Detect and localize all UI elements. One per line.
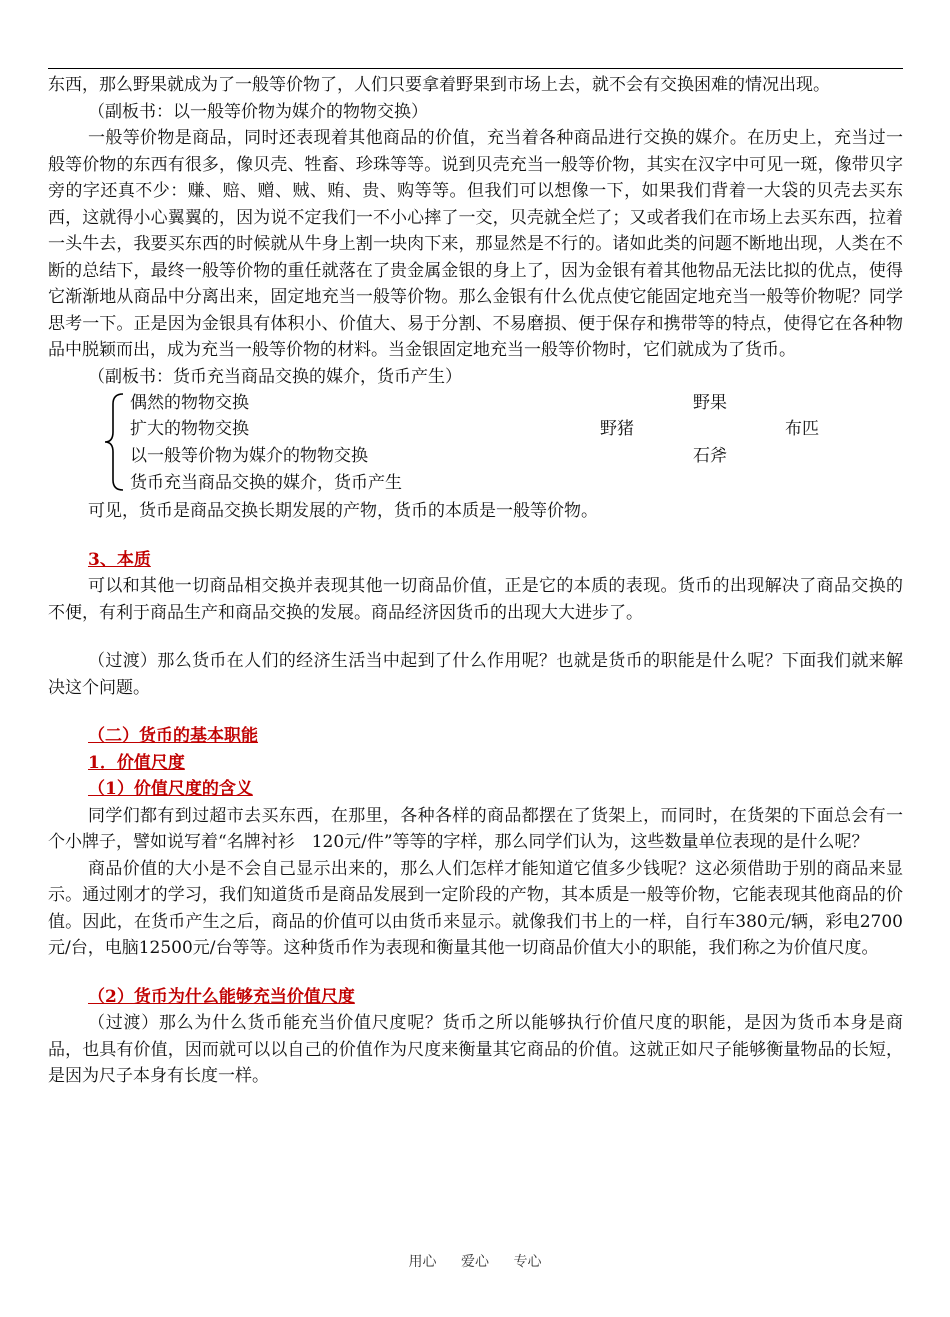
tag-wild-boar: 野猪: [600, 419, 634, 439]
stage-item: 偶然的物物交换: [130, 393, 249, 413]
board-note-1: （副板书：以一般等价物为媒介的物物交换）: [88, 101, 428, 122]
footer-word: 专心: [513, 1254, 542, 1270]
stage-item: 货币充当商品交换的媒介，货币产生: [130, 473, 402, 493]
paragraph-equivalent: 一般等价物是商品，同时还表现着其他商品的价值，充当着各种商品进行交换的媒介。在历史上，充当过一般等价物的东西有很多，像贝壳、牲畜、珍珠等等。说到贝壳充当一般等价物，其实在汉字中可见一斑，像带贝字旁的字还真不少：赚、赔、赠、贼、贿、贵、购等等。但我们可以想像一下，如果我们背着一大袋的贝壳去买东西，这就得小心翼翼的，因为说不定我们一不小心摔了一交，贝壳就全烂了；又或者我们在市场上去买东西，拉着一头牛去，我要买东西的时候就从牛身上割一块肉下来，那显然是不行的。诸如此类的问题不断地出现，人类在不断的总结下，最终一般等价物的重任就落在了贵金属金银的身上了，因为金银有着其他物品无法比拟的优点，使得它渐渐地从商品中分离出来，固定地充当一般等价物。那么金银有什么优点使它能固定地充当一般等价物呢？同学思考一下。正是因为金银具有体积小、价值大、易于分割、不易磨损、便于保存和携带等的特点，使得它在各种物品中脱颖而出，成为充当一般等价物的材料。当金银固定地充当一般等价物时，它们就成为了货币。: [48, 128, 903, 360]
conclusion-paragraph: 可见，货币是商品交换长期发展的产物，货币的本质是一般等价物。: [88, 501, 598, 521]
exchange-stages-diagram: [48, 390, 903, 498]
paragraph-essence: 可以和其他一切商品相交换并表现其他一切商品价值，正是它的本质的表现。货币的出现解决了商品交换的不便，有利于商品生产和商品交换的发展。商品经济因货币的出现大大进步了。: [48, 576, 903, 623]
stage-item: 扩大的物物交换: [130, 419, 249, 439]
paragraph-supermarket: 同学们都有到过超市去买东西，在那里，各种各样的商品都摆在了货架上，而同时，在货架的下面总会有一个小牌子，譬如说写着“名牌衬衫 120元/件”等等的字样，那么同学们认为，这些数量单位表现的是什么呢？: [48, 805, 903, 852]
heading-essence: 3、本质: [88, 549, 151, 570]
header-rule: [48, 68, 903, 69]
board-note-2: （副板书：货币充当商品交换的媒介，货币产生）: [88, 366, 462, 387]
footer-word: 爱心: [461, 1254, 489, 1270]
heading-value-measure: 1．价值尺度: [88, 752, 185, 773]
stage-item: 以一般等价物为媒介的物物交换: [130, 446, 368, 466]
paragraph-why-value-measure: （过渡）那么为什么货币能充当价值尺度呢？货币之所以能够执行价值尺度的职能，是因为货币本身是商品，也具有价值，因而就可以以自己的价值作为尺度来衡量其它商品的价值。这就正如尺子能够衡量物品的长短，是因为尺子本身有长度一样。: [48, 1013, 903, 1086]
tag-wild-fruit: 野果: [693, 393, 727, 413]
paragraph-value-display: 商品价值的大小是不会自己显示出来的，那么人们怎样才能知道它值多少钱呢？这必须借助于别的商品来显示。通过刚才的学习，我们知道货币是商品发展到一定阶段的产物，其本质是一般等价物，它能表现其他商品的价值。因此，在货币产生之后，商品的价值可以由货币来显示。就像我们书上的一样，自行车380元/辆，彩电2700元/台，电脑12500元/台等等。这种货币作为表现和衡量其他一切商品价值大小的职能，我们称之为价值尺度。: [48, 858, 903, 958]
paragraph-continuation: 东西，那么野果就成为了一般等价物了，人们只要拿着野果到市场上去，就不会有交换困难的情况出现。: [48, 75, 830, 95]
brace-icon: [103, 392, 125, 492]
heading-value-measure-meaning: （1）价值尺度的含义: [88, 779, 253, 799]
tag-cloth: 布匹: [785, 419, 819, 439]
footer-word: 用心: [408, 1254, 437, 1270]
tag-stone-axe: 石斧: [693, 446, 727, 466]
page-footer: [0, 1251, 950, 1271]
heading-basic-functions: （二）货币的基本职能: [88, 726, 258, 746]
heading-why-value-measure: （2）货币为什么能够充当价值尺度: [88, 986, 355, 1007]
paragraph-transition: （过渡）那么货币在人们的经济生活当中起到了什么作用呢？也就是货币的职能是什么呢？下面我们就来解决这个问题。: [48, 651, 903, 698]
document-body: [48, 72, 903, 1090]
